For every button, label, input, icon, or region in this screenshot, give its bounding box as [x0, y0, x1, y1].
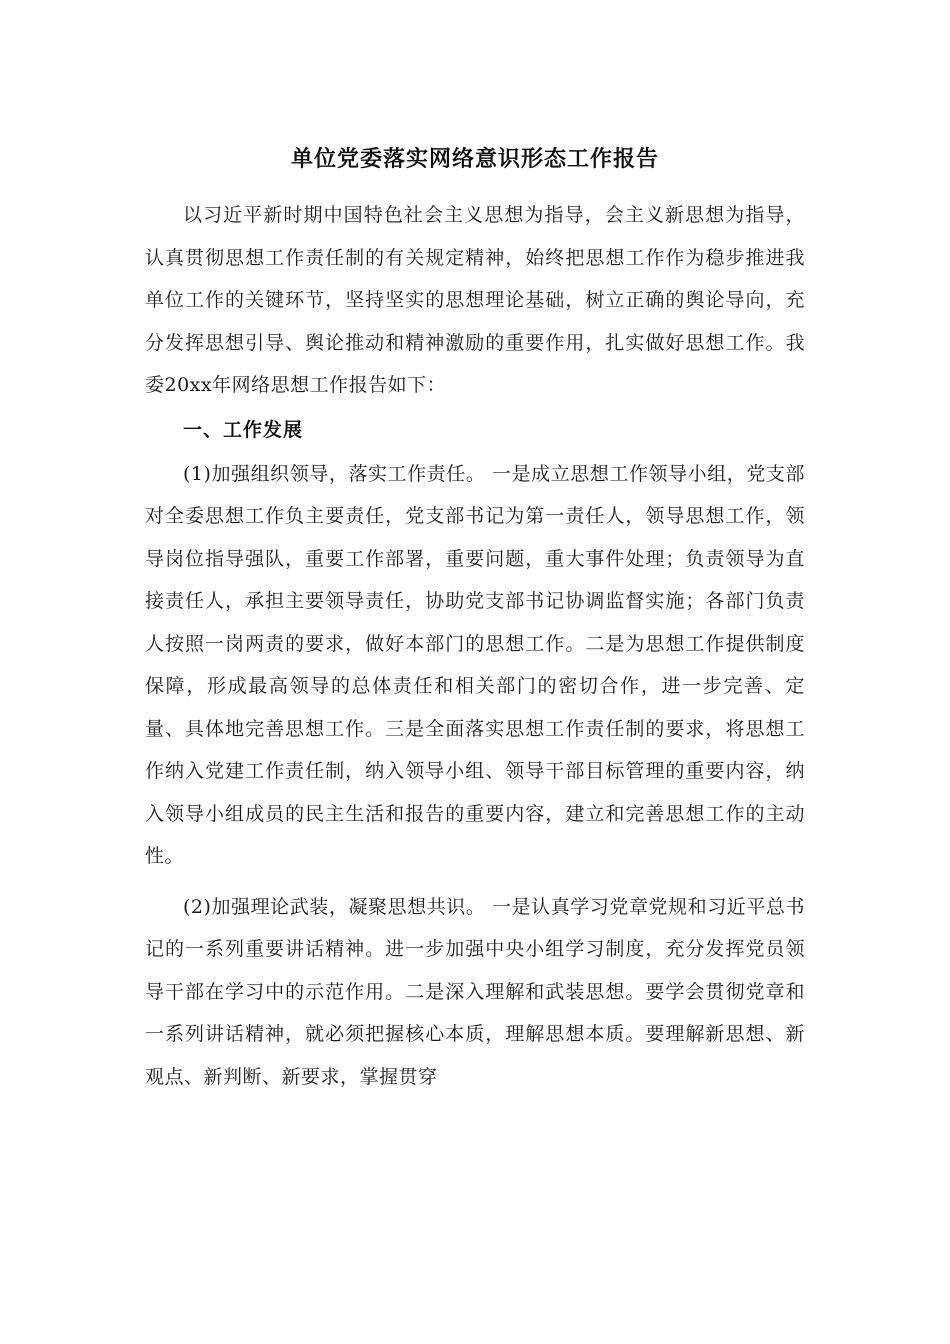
body-paragraph-1: (1)加强组织领导，落实工作责任。 一是成立思想工作领导小组，党支部对全委思想工作负主要责任，党支部书记为第一责任人，领导思想工作，领导岗位指导强队，重要工作部署，重要问题，重大事件处理；负责领导为直接责任人，承担主要领导责任，协助党支部书记协调监督实施；各部门负责人按照一岗两责的要求，做好本部门的思想工作。二是为思想工作提供制度保障，形成最高领导的总体责任和相关部门的密切合作，进一步完善、定量、具体地完善思想工作。三是全面落实思想工作责任制的要求，将思想工作纳入党建工作责任制，纳入领导小组、领导干部目标管理的重要内容，纳入领导小组成员的民主生活和报告的重要内容，建立和完善思想工作的主动性。	[145, 462, 805, 867]
document-body	[145, 140, 805, 1098]
section-heading: 一、工作发展	[183, 418, 304, 441]
document-title: 单位党委落实网络意识形态工作报告	[290, 147, 659, 172]
intro-paragraph: 以习近平新时期中国特色社会主义思想为指导，会主义新思想为指导，认真贯彻思想工作责任制的有关规定精神，始终把思想工作作为稳步推进我单位工作的关键环节，坚持坚实的思想理论基础，树立正确的舆论导向，充分发挥思想引导、舆论推动和精神激励的重要作用，扎实做好思想工作。我委20xx年网络思想工作报告如下：	[145, 204, 805, 396]
body-paragraph-2: (2)加强理论武装，凝聚思想共识。 一是认真学习党章党规和习近平总书记的一系列重要讲话精神。进一步加强中央小组学习制度，充分发挥党员领导干部在学习中的示范作用。二是深入理解和武装思想。要学会贯彻党章和一系列讲话精神，就必须把握核心本质，理解思想本质。要理解新思想、新观点、新判断、新要求，掌握贯穿	[145, 895, 805, 1088]
